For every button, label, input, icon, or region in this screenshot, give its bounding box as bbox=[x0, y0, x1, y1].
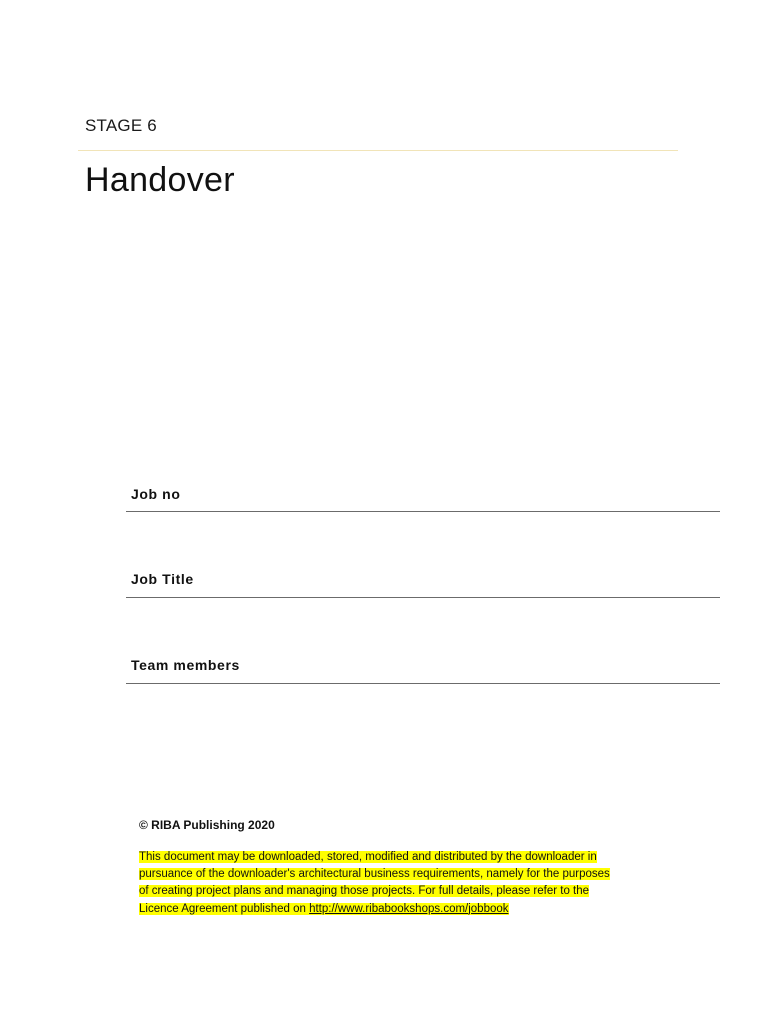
notice-line-3: of creating project plans and managing those projects. For full details, please refer to the bbox=[139, 885, 590, 898]
licence-notice bbox=[139, 849, 679, 918]
stage-label: STAGE 6 bbox=[85, 116, 157, 135]
notice-line-1: This document may be downloaded, stored, modified and distributed by the downloader in bbox=[139, 851, 597, 863]
job-no-label: Job no bbox=[131, 486, 181, 502]
job-no-line bbox=[126, 511, 720, 512]
licence-agreement-link[interactable]: http://www.ribabookshops.com/jobbook bbox=[309, 902, 509, 915]
copyright-notice: © RIBA Publishing 2020 bbox=[139, 818, 275, 832]
notice-line-4 bbox=[139, 903, 509, 915]
team-members-label: Team members bbox=[131, 657, 240, 673]
notice-line-2: pursuance of the downloader's architectural business requirements, namely for the purposes bbox=[139, 868, 610, 881]
job-title-line bbox=[126, 597, 720, 598]
job-title-label: Job Title bbox=[131, 571, 194, 587]
page-title: Handover bbox=[85, 161, 235, 199]
notice-line-4-text: Licence Agreement published on bbox=[139, 902, 310, 915]
team-members-line bbox=[126, 683, 720, 684]
header-divider bbox=[78, 150, 678, 151]
